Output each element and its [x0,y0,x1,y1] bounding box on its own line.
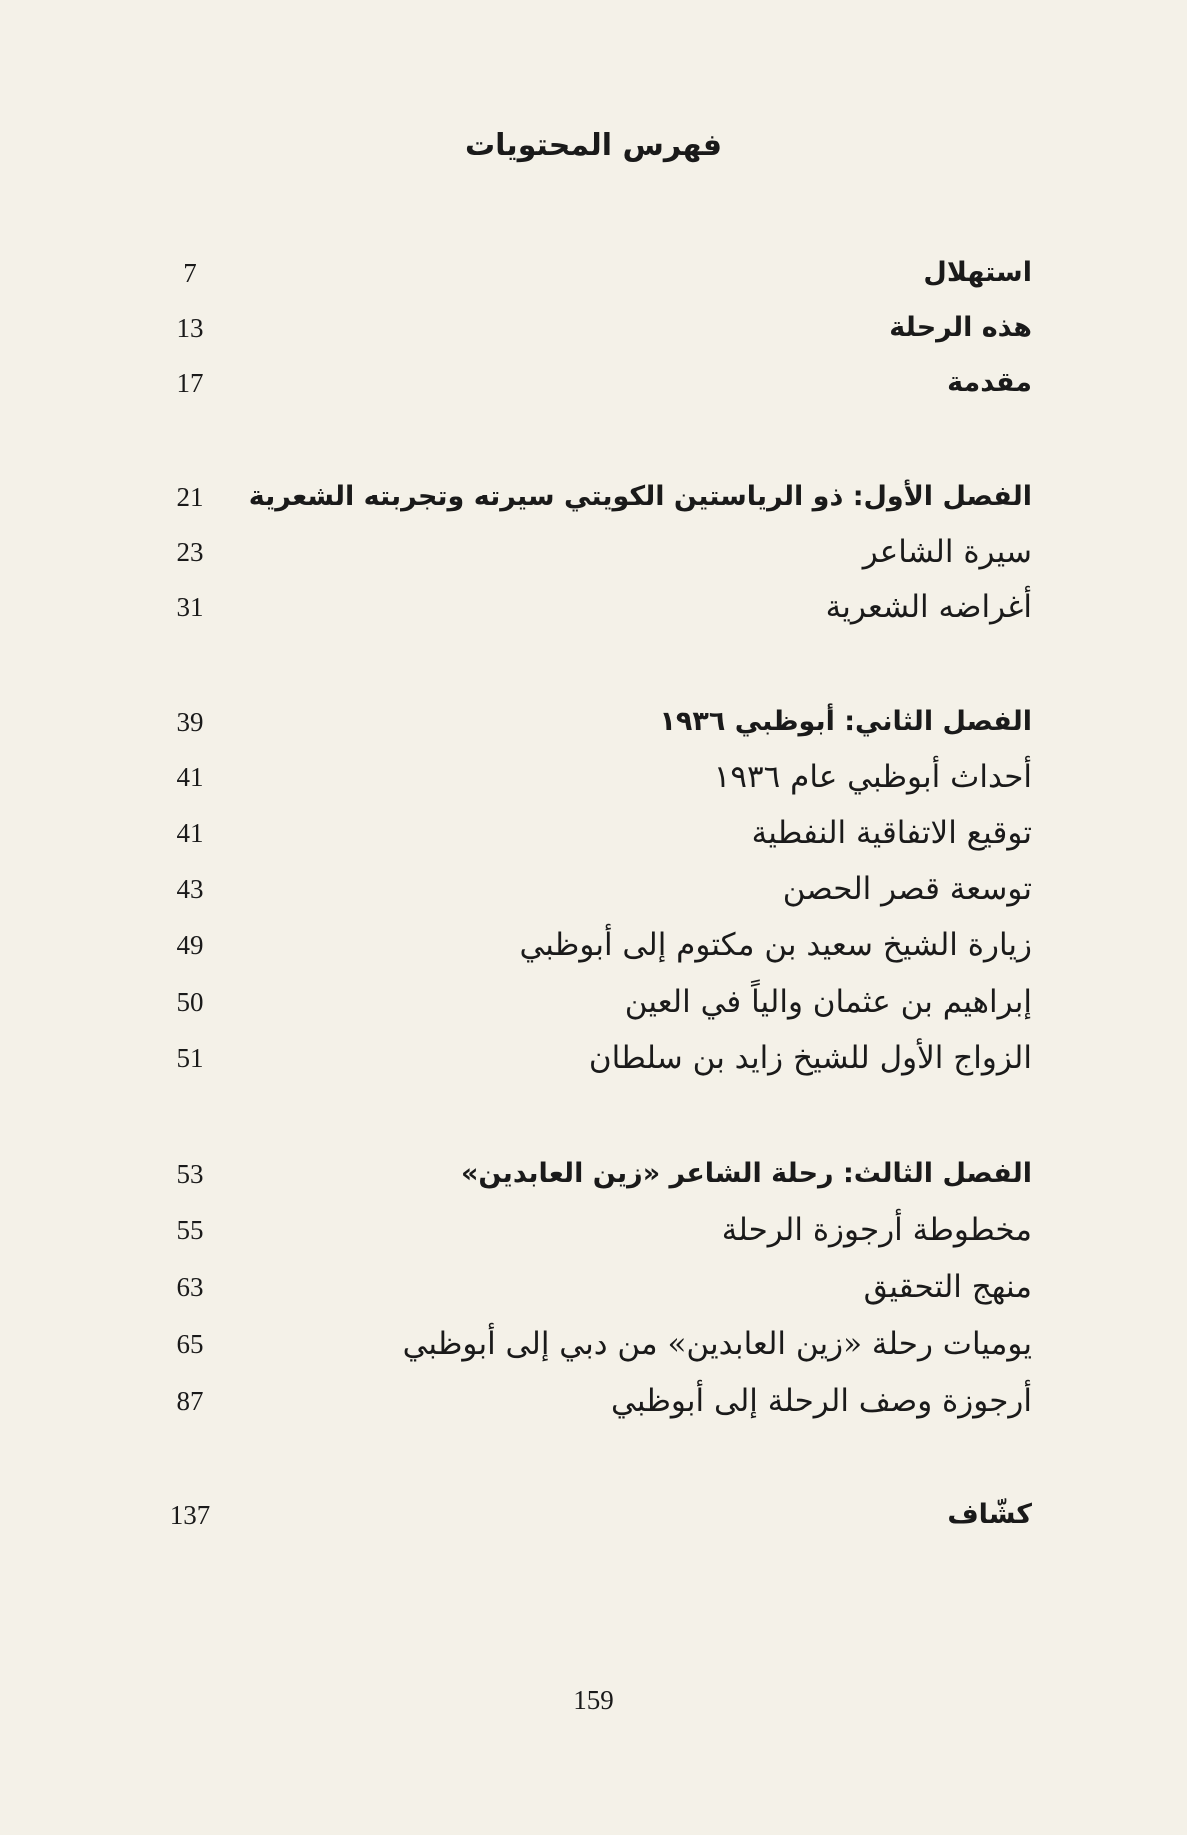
toc-page-number: 55 [176,1215,204,1245]
toc-chapter-heading [0,697,1187,747]
toc-entry-title: استهلال [923,257,1032,288]
page-number: 159 [573,1685,614,1715]
toc-entry [0,1205,1187,1255]
toc-entry-title: مخطوطة أرجوزة الرحلة [721,1212,1032,1248]
toc-page-number: 137 [169,1500,211,1530]
toc-page-number: 51 [176,1043,204,1073]
page-title: فهرس المحتويات [465,128,722,163]
toc-chapter-heading [0,472,1187,522]
toc-page-number: 7 [183,258,197,288]
toc-entry-title: زيارة الشيخ سعيد بن مكتوم إلى أبوظبي [519,927,1032,963]
toc-entry [0,1262,1187,1312]
toc-entry-title: كشّاف [947,1499,1032,1530]
toc-page-number: 23 [176,537,204,567]
toc-page-number: 50 [176,987,204,1017]
toc-page-number: 43 [176,874,204,904]
toc-page-number: 41 [176,762,204,792]
toc-entry-title: سيرة الشاعر [862,534,1032,570]
toc-entry [0,1490,1187,1540]
toc-entry [0,864,1187,914]
toc-entry-title: منهج التحقيق [863,1269,1032,1305]
toc-entry [0,582,1187,632]
toc-entry [0,1033,1187,1083]
toc-entry-title: يوميات رحلة «زين العابدين» من دبي إلى أبوظبي [402,1326,1032,1362]
toc-entry [0,977,1187,1027]
toc-entry [0,752,1187,802]
toc-page-number: 65 [176,1329,204,1359]
toc-page-number: 13 [176,313,204,343]
toc-chapter-heading [0,1149,1187,1199]
toc-entry [0,808,1187,858]
toc-page-number: 53 [176,1159,204,1189]
toc-entry [0,248,1187,298]
toc-page-number: 41 [176,818,204,848]
toc-entry [0,527,1187,577]
toc-entry-title: الفصل الثاني: أبوظبي ١٩٣٦ [659,706,1032,737]
toc-entry [0,920,1187,970]
toc-entry-title: أرجوزة وصف الرحلة إلى أبوظبي [611,1383,1032,1419]
toc-entry-title: توقيع الاتفاقية النفطية [751,815,1032,851]
toc-entry-title: هذه الرحلة [889,312,1032,343]
toc-entry-title: الفصل الأول: ذو الرياستين الكويتي سيرته وتجربته الشعرية [248,481,1032,512]
toc-entry-title: الزواج الأول للشيخ زايد بن سلطان [588,1040,1032,1076]
toc-entry-title: إبراهيم بن عثمان والياً في العين [624,984,1032,1020]
toc-entry [0,303,1187,353]
toc-entry-title: أغراضه الشعرية [825,589,1032,625]
toc-entry [0,358,1187,408]
toc-page-number: 49 [176,930,204,960]
toc-entry [0,1376,1187,1426]
toc-page-number: 21 [176,482,204,512]
toc-page-number: 63 [176,1272,204,1302]
toc-entry-title: الفصل الثالث: رحلة الشاعر «زين العابدين» [460,1158,1032,1189]
toc-entry-title: مقدمة [947,367,1032,398]
toc-entry [0,1319,1187,1369]
toc-entry-title: أحداث أبوظبي عام ١٩٣٦ [713,759,1032,795]
toc-page-number: 87 [176,1386,204,1416]
toc-entry-title: توسعة قصر الحصن [782,871,1032,907]
toc-page-number: 39 [176,707,204,737]
toc-page-number: 17 [176,368,204,398]
toc-page-number: 31 [176,592,204,622]
